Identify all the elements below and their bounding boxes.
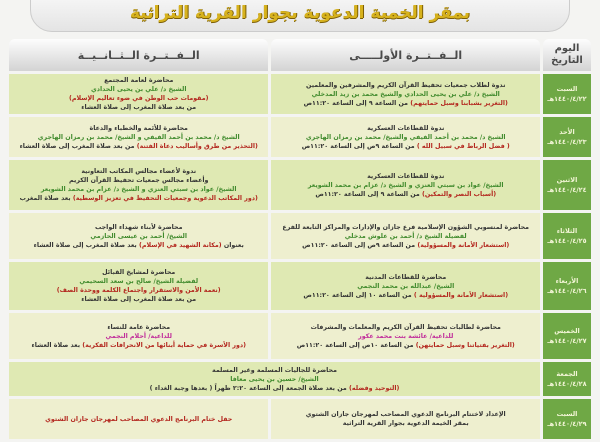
red-text: (التغرير بفتياتنا وسبل حمايتهن): [415, 341, 515, 349]
speaker-text: لفضيلة الشيخ/ صالح بن سعد السحيمي: [79, 278, 199, 285]
title-text: محاضرة عامة للنساء: [107, 323, 171, 331]
day-date: ١٤٤٠/٤/٢٩هـ: [547, 420, 587, 428]
title-text: محاضرة لعامة المجتمع: [104, 77, 174, 84]
speaker-text: الشيخ د/ محمد بن أحمد الفيفي و الشيخ/ محمد بن رمزان الهاجري: [37, 133, 240, 141]
red-text: (التحذير من طرق وأساليب دعاة الفتنة): [136, 142, 258, 150]
cell-line: [271, 142, 540, 151]
cell-line: [9, 103, 268, 112]
period1-cell: [271, 262, 540, 310]
title-banner: [30, 0, 570, 32]
speaker-text: الشيخ/ عواد بن سبتي العنزي و الشيخ د/ عزام بن محمد الشويعر: [40, 186, 237, 193]
time-text: من بعد صلاة المغرب إلى صلاة العشاء: [19, 142, 137, 150]
title-text: محاضرة لمشايخ القبائل: [102, 269, 176, 276]
cell-line: [271, 273, 540, 282]
time-text: من الساعة ١٠ص إلى الساعة ١١:٢٠ص: [296, 341, 416, 349]
day-name: الأحد: [559, 128, 575, 136]
period1-cell: [271, 313, 540, 359]
period2-cell: [9, 160, 268, 210]
schedule-table: [6, 36, 594, 442]
day-date: ١٤٤٠/٤/٢٤هـ: [547, 186, 587, 194]
pink-text: للداعية/ عائشة بنت محمد عكور: [358, 332, 454, 340]
period1-cell: [271, 160, 540, 210]
cell-line: [9, 142, 268, 151]
table-row: [9, 160, 591, 210]
time-text: من الساعة ١٠ إلى الساعة ١١:٢٠ص: [303, 291, 414, 299]
red-text: (دور المكاتب الدعوية وجمعيات التحفيظ في تعزيز الوسطية): [72, 195, 258, 202]
cell-line: [271, 90, 540, 99]
cell-line: [271, 241, 540, 250]
red-text: (التوحيد وفضله): [349, 384, 400, 392]
header-day-date: [543, 39, 591, 71]
cell-line: [9, 323, 268, 332]
title-text: محاضرة للجاليات المسلمة وغير المسلمة: [212, 366, 337, 374]
header-day: اليوم: [554, 43, 580, 54]
title-text: ندوة للقطاعات العسكرية: [367, 124, 445, 132]
cell-line: [9, 85, 268, 94]
header-date: التاريخ: [551, 55, 583, 66]
red-text: (أسباب النصر والتمكين): [422, 190, 497, 198]
day-date: ١٤٤٠/٤/٢٦هـ: [547, 287, 587, 295]
red-text: (استشعار الأمانة والمسؤولية ): [413, 291, 509, 299]
time-text: من بعد صلاة المغرب إلى صلاة العشاء: [81, 104, 197, 111]
time-text: بعنوان: [221, 241, 244, 249]
cell-line: [9, 295, 268, 304]
title-text: بمقر الخيمة الدعوية بجوار القرية التراثية: [342, 420, 469, 427]
cell-line: [271, 291, 540, 300]
cell-line: [9, 268, 268, 277]
cell-line: [271, 341, 540, 350]
red-text: حفل ختام البرنامج الدعوي المصاحب لمهرجان جازان الشتوي: [45, 415, 233, 423]
time-text: بعد صلاة المغرب إلى صلاة العشاء: [33, 241, 139, 249]
day-cell: [543, 74, 591, 114]
period1-cell: [271, 399, 540, 439]
title-text: محاضرة للأئمة والخطباء والدعاة: [89, 124, 188, 132]
title-text: ندوة لأعضاء مجالس المكاتب التعاونية: [81, 168, 197, 175]
cell-line: [9, 341, 268, 350]
speaker-text: الشيخ د/ محمد بن أحمد الفيفي والشيخ/ محمد بن رمزان الهاجري: [305, 133, 506, 141]
title-text: محاضرة لمنسوبي الشؤون الإسلامية فرع جازان والإدارات والمراكز التابعة للفرع: [282, 223, 530, 231]
time-text: بعد صلاة العشاء: [31, 341, 83, 349]
period2-cell: [9, 213, 268, 259]
header-period2: الــفــتــرة الــثــانــيــة: [9, 39, 268, 71]
day-cell: [543, 117, 591, 157]
speaker-text: الشيخ/ حسين بن يحيى معافا: [230, 375, 319, 383]
cell-line: [9, 76, 268, 85]
day-date: ١٤٤٠/٤/٢٥هـ: [547, 237, 587, 245]
speaker-text: لفضيلة الشيخ د/ أحمد بن علوش مدخلي: [344, 232, 467, 240]
cell-line: [271, 124, 540, 133]
period2-cell: [9, 117, 268, 157]
day-cell: [543, 262, 591, 310]
table-row: [9, 399, 591, 439]
cell-line: [271, 181, 540, 190]
red-text: (مكانة الشهيد في الإسلام): [139, 241, 222, 249]
speaker-text: الشيخ/ عواد بن سبتي العنزي و الشيخ د/ عزام بن محمد الشويعر: [307, 181, 504, 189]
cell-line: [271, 282, 540, 291]
day-date: ١٤٤٠/٤/٢٨هـ: [547, 380, 587, 388]
day-cell: [543, 399, 591, 439]
cell-line: [9, 375, 540, 384]
period1-cell: [271, 213, 540, 259]
title-text: وأعضاء مجالس جمعيات تحفيظ القرآن الكريم: [69, 177, 209, 184]
day-name: السبت: [556, 85, 578, 93]
day-date: ١٤٤٠/٤/٢٧هـ: [547, 337, 587, 345]
full-day-cell: [9, 362, 540, 396]
cell-line: [9, 366, 540, 375]
title-text: ندوة للقطاعات العسكرية: [367, 172, 445, 180]
day-name: الأربعاء: [555, 277, 579, 285]
day-name: الخميس: [554, 327, 580, 335]
cell-line: [271, 81, 540, 90]
title-text: محاضرة لأبناء شهداء الواجب: [94, 223, 183, 231]
red-text: (دور الأسرة في حماية أبنائها من الانحرافات الفكرية): [82, 341, 246, 349]
period2-cell: [9, 74, 268, 114]
red-text: ( فضل الرباط في سبيل الله ): [416, 142, 510, 150]
table-row: [9, 313, 591, 359]
time-text: من الساعة ٩ إلى الساعة ١١:٢٠ص: [315, 190, 423, 198]
speaker-text: الشيخ د/ علي بن يحيى الحدادي والشيخ محمد بن زيد المدخلي: [311, 90, 500, 98]
title-text: ندوة لطلاب جمعيات تحفيظ القرآن الكريم والمشرفين والمعلمين: [306, 81, 506, 89]
title-text: محاضرة لطالبات تحفيظ القرآن الكريم والمعلمات والمشرفات: [310, 323, 501, 331]
red-text: (نعمة الأمن والاستقرار واجتماع الكلمة ووحدة الصف): [56, 287, 221, 294]
day-name: الجمعة: [556, 370, 578, 378]
cell-line: [9, 167, 268, 176]
speaker-text: الشيخ/ عبدالله بن محمد النجمي: [357, 282, 455, 290]
title-text: الإعداد لاختتام البرنامج الدعوي المصاحب لمهرجان جازان الشتوي: [305, 411, 506, 418]
cell-line: [271, 190, 540, 199]
time-text: من الساعة ٩ص إلى الساعة ١١:٢٠ص: [301, 142, 417, 150]
day-name: الاثنين: [556, 176, 578, 184]
pink-text: للداعية/ أحلام النجمي: [105, 332, 172, 340]
cell-line: [9, 277, 268, 286]
day-name: السبت: [556, 410, 578, 418]
period2-cell: [9, 399, 268, 439]
cell-line: [271, 133, 540, 142]
header-period1: الــفــتــرة الأولـــــى: [271, 39, 540, 71]
cell-line: [9, 194, 268, 203]
red-text: (مقومات حب الوطن في ضوء تعاليم الإسلام): [68, 95, 209, 102]
table-row: [9, 362, 591, 396]
cell-line: [271, 99, 540, 108]
table-row: [9, 74, 591, 114]
cell-line: [271, 223, 540, 232]
cell-line: [271, 410, 540, 419]
cell-line: [9, 94, 268, 103]
red-text: (التغرير بشبابنا وسبل حمايتهم): [410, 99, 508, 107]
table-row: [9, 117, 591, 157]
cell-line: [271, 323, 540, 332]
day-date: ١٤٤٠/٤/٢٢هـ: [547, 95, 587, 103]
cell-line: [271, 172, 540, 181]
cell-line: [9, 133, 268, 142]
time-text: من بعد صلاة المغرب إلى صلاة العشاء: [81, 296, 197, 303]
table-row: [9, 213, 591, 259]
cell-line: [9, 232, 268, 241]
page-title: بمقر الخمية الدعوية بجوار القرية التراثية: [129, 3, 471, 23]
day-cell: [543, 213, 591, 259]
cell-line: [9, 384, 540, 393]
day-cell: [543, 362, 591, 396]
table-row: [9, 262, 591, 310]
time-text: من بعد صلاة الجمعة إلى الساعة ٢:٢٠ ظهراً ( بعدها وجبة الغداء ): [149, 384, 349, 392]
time-text: بعد صلاة المغرب: [19, 195, 73, 202]
cell-line: [9, 176, 268, 185]
day-name: الثلاثاء: [556, 227, 578, 235]
time-text: من الساعة ٩ إلى الساعة ١١:٢٠ص: [303, 99, 411, 107]
cell-line: [9, 286, 268, 295]
cell-line: [9, 332, 268, 341]
cell-line: [9, 124, 268, 133]
period2-cell: [9, 313, 268, 359]
day-date: ١٤٤٠/٤/٢٣هـ: [547, 138, 587, 146]
red-text: (استشعار الأمانة والمسؤولية): [417, 241, 510, 249]
speaker-text: الشيخ/ أحمد بن عيسى الحازمي: [90, 232, 188, 240]
period1-cell: [271, 117, 540, 157]
cell-line: [271, 419, 540, 428]
cell-line: [9, 241, 268, 250]
cell-line: [9, 223, 268, 232]
time-text: من الساعة ٩ص إلى الساعة ١١:٢٠ص: [302, 241, 418, 249]
period2-cell: [9, 262, 268, 310]
cell-line: [9, 185, 268, 194]
cell-line: [271, 332, 540, 341]
period1-cell: [271, 74, 540, 114]
speaker-text: الشيخ د/ علي بن يحيى الحدادي: [90, 86, 187, 93]
cell-line: [271, 232, 540, 241]
day-cell: [543, 313, 591, 359]
day-cell: [543, 160, 591, 210]
title-text: محاضرة للقطاعات المدنية: [365, 273, 447, 281]
cell-line: [9, 415, 268, 424]
